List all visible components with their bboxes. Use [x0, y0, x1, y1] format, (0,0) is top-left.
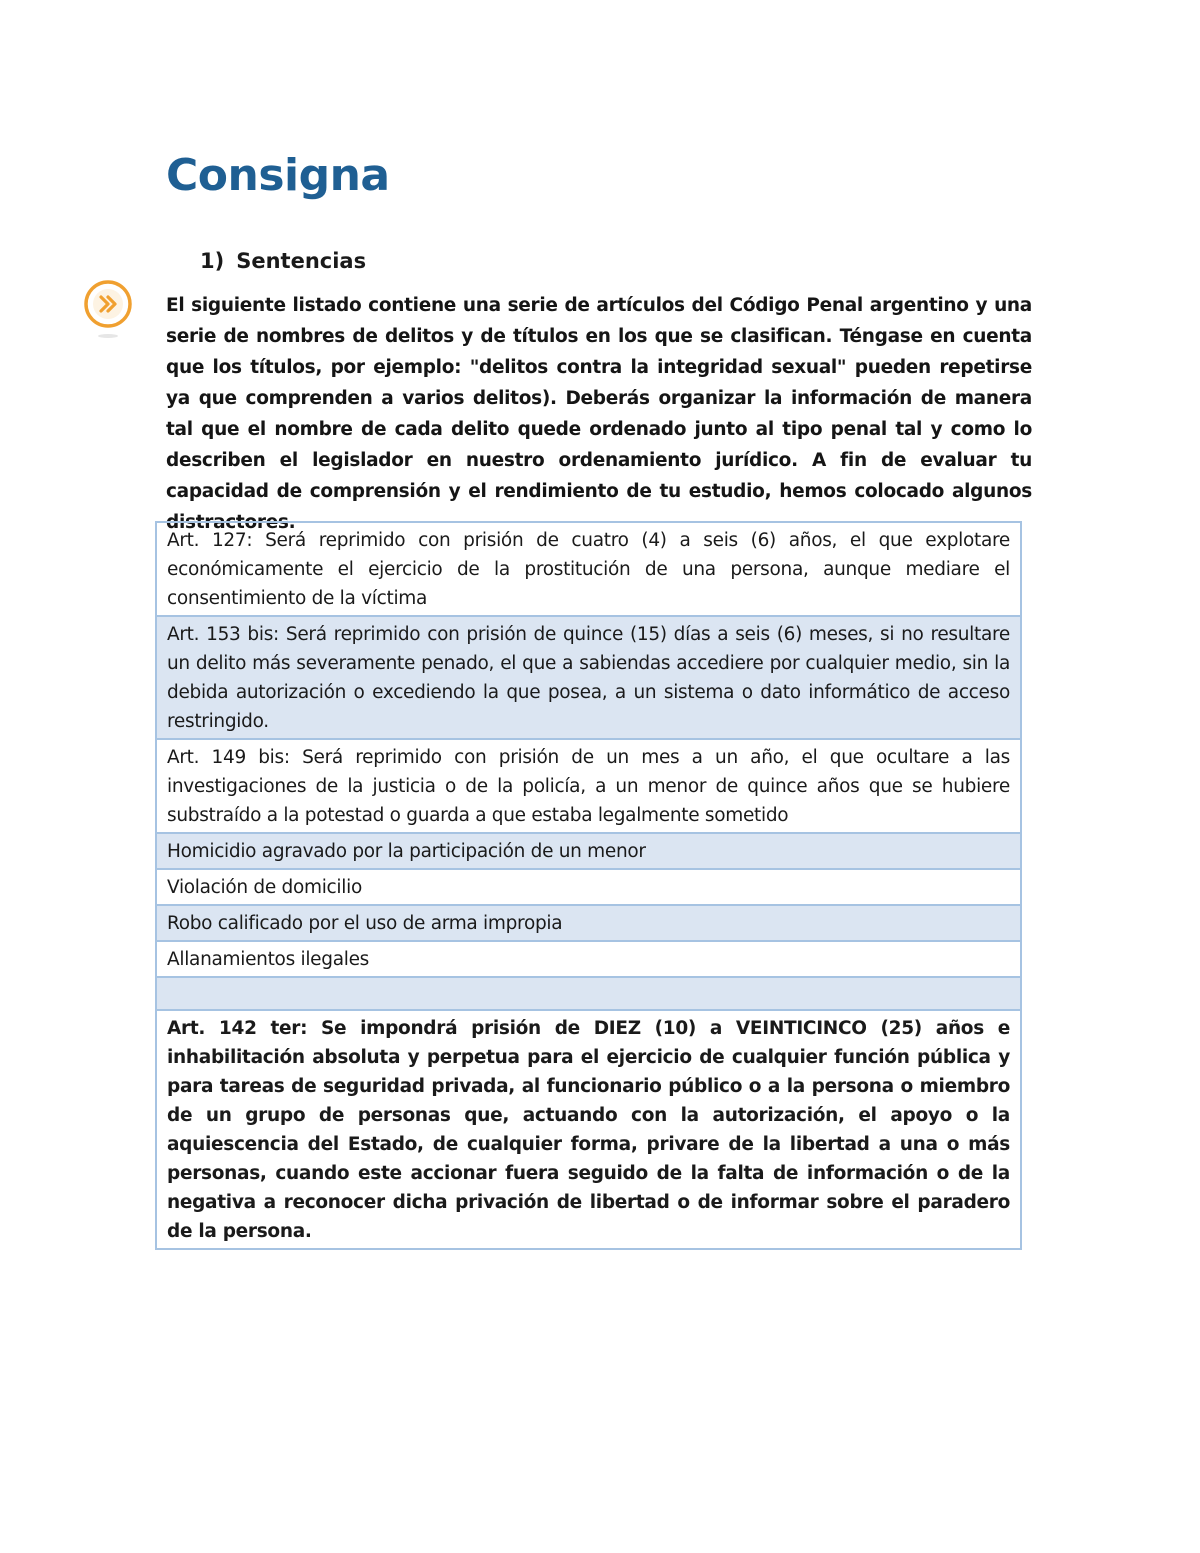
double-chevron-right-icon — [80, 276, 136, 342]
list-item: Art. 149 bis: Será reprimido con prisión de un mes a un año, el que ocultare a las investigaciones de la justicia o de la policía, a un menor de quince años que se hubiere substraído a la potestad o guarda a que estaba legalmente sometido — [157, 740, 1020, 834]
list-item: Violación de domicilio — [157, 870, 1020, 906]
section-title: Sentencias — [236, 249, 367, 273]
section-heading — [200, 246, 366, 276]
instructions-paragraph: El siguiente listado contiene una serie de artículos del Código Penal argentino y una serie de nombres de delitos y de títulos en los que se clasifican. Téngase en cuenta que los títulos, por ejemplo: "delitos contra la integridad sexual" pueden repetirse ya que comprenden a varios delitos). Deberás organizar la información de manera tal que el nombre de cada delito quede ordenado junto al tipo penal tal y como lo describen el legislador en nuestro ordenamiento jurídico. A fin de evaluar tu capacidad de comprensión y el rendimiento de tu estudio, hemos colocado algunos distractores. — [166, 295, 1032, 533]
section-number: 1) — [200, 249, 225, 273]
list-item: Homicidio agravado por la participación de un menor — [157, 834, 1020, 870]
items-list — [155, 521, 1022, 1250]
list-item: Art. 142 ter: Se impondrá prisión de DIEZ (10) a VEINTICINCO (25) años e inhabilitación absoluta y perpetua para el ejercicio de cualquier función pública y para tareas de seguridad privada, al funcionario público o a la persona o miembro de un grupo de personas que, actuando con la autorización, el apoyo o la aquiescencia del Estado, de cualquier forma, privare de la libertad a una o más personas, cuando este accionar fuera seguido de la falta de información o de la negativa a reconocer dicha privación de libertad o de informar sobre el paradero de la persona. — [167, 1018, 1010, 1242]
list-item: Robo calificado por el uso de arma impropia — [157, 906, 1020, 942]
list-item: Art. 127: Será reprimido con prisión de cuatro (4) a seis (6) años, el que explotare económicamente el ejercicio de la prostitución de una persona, aunque mediare el consentimiento de la víctima — [157, 523, 1020, 617]
list-item: Allanamientos ilegales — [157, 942, 1020, 978]
list-item: Art. 153 bis: Será reprimido con prisión de quince (15) días a seis (6) meses, si no resultare un delito más severamente penado, el que a sabiendas accediere por cualquier medio, sin la debida autorización o excediendo la que posea, a un sistema o dato informático de acceso restringido. — [157, 617, 1020, 740]
page-title: Consigna — [166, 150, 390, 201]
empty-list-item — [157, 978, 1020, 1011]
